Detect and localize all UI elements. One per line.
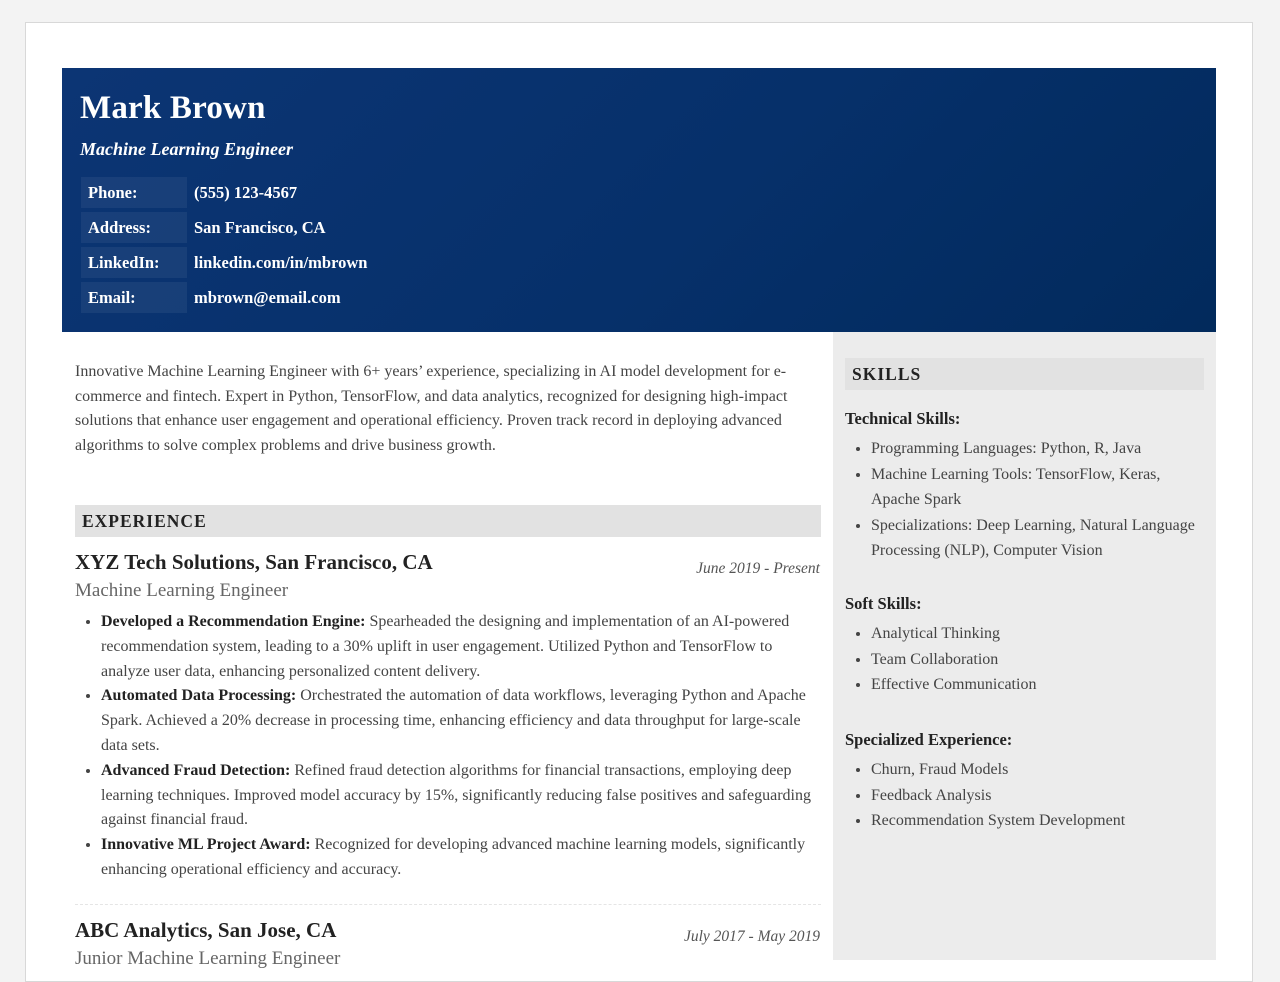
job-entry	[75, 918, 821, 970]
contact-label: Email:	[81, 282, 187, 313]
contact-label: LinkedIn:	[81, 247, 187, 278]
summary-section	[75, 360, 821, 459]
list-item	[101, 684, 821, 758]
skills-sidebar	[833, 332, 1216, 960]
list-item: • Analytical Thinking	[871, 621, 1205, 647]
list-item: • Team Collaboration	[871, 647, 1205, 673]
list-item	[101, 833, 821, 883]
contact-row-phone	[81, 177, 367, 208]
soft-skills	[845, 594, 1205, 698]
list-item: • Specializations: Deep Learning, Natural Language Processing (NLP), Computer Vision	[871, 513, 1205, 564]
skills-list	[845, 757, 1205, 834]
bullet-lead: Innovative ML Project Award:	[101, 836, 311, 854]
list-item: • Effective Communication	[871, 672, 1205, 698]
skills-group-label: Technical Skills:	[845, 409, 961, 428]
email-link[interactable]: mbrown@email.com	[194, 287, 341, 307]
contact-label: Phone:	[81, 177, 187, 208]
bullet-lead: Automated Data Processing:	[101, 687, 297, 705]
job-dates: June 2019 - Present	[696, 560, 820, 577]
address-value: San Francisco, CA	[194, 217, 326, 237]
candidate-title: Machine Learning Engineer	[80, 139, 294, 159]
bullet-text: Recognized for developing advanced machine learning models, significantly enhancing operational efficiency and accuracy.	[101, 836, 806, 878]
contact-row-email	[81, 282, 367, 313]
job-role: Machine Learning Engineer	[75, 580, 289, 601]
skills-group-label: Soft Skills:	[845, 594, 922, 613]
bullet-text: Refined fraud detection algorithms for financial transactions, employing deep learning techniques. Improved model accuracy by 15%, significantly reducing false positives and safeguarding against financial fraud.	[101, 761, 811, 829]
list-item: • Recommendation System Development	[871, 808, 1205, 834]
bullet-lead: Advanced Fraud Detection:	[101, 761, 291, 779]
list-item	[101, 759, 821, 833]
list-item: • Machine Learning Tools: TensorFlow, Keras, Apache Spark	[871, 462, 1205, 513]
skills-list	[845, 621, 1205, 698]
job-divider	[75, 904, 821, 905]
bullet-text: Spearheaded the designing and implementation of an AI-powered recommendation system, leading to a 30% uplift in user engagement. Utilized Python and TensorFlow to analyze user data, enhancing personalized content delivery.	[101, 613, 790, 680]
job-entry	[75, 550, 821, 883]
contact-table	[81, 173, 367, 317]
skills-heading: SKILLS	[845, 358, 1204, 390]
list-item	[101, 610, 821, 684]
summary-text: Innovative Machine Learning Engineer with 6+ years’ experience, specializing in AI model development for e-commerce and fintech. Expert in Python, TensorFlow, and data analytics, recognized for designing high-impact solutions that enhance user engagement and operational efficiency. Proven track record in deploying advanced algorithms to solve complex problems and drive business growth.	[75, 363, 788, 455]
technical-skills	[845, 409, 1205, 564]
bullet-lead: Developed a Recommendation Engine:	[101, 613, 366, 630]
job-dates: July 2017 - May 2019	[683, 928, 820, 945]
skills-group-label: Specialized Experience:	[845, 730, 1013, 749]
specialized-experience	[845, 730, 1205, 834]
list-item: • Churn, Fraud Models	[871, 757, 1205, 783]
contact-label: Address:	[81, 212, 187, 243]
contact-row-address	[81, 212, 367, 243]
list-item: • Programming Languages: Python, R, Java	[871, 436, 1205, 462]
candidate-name: Mark Brown	[80, 90, 266, 126]
job-bullets	[75, 610, 821, 883]
job-role: Junior Machine Learning Engineer	[75, 948, 341, 969]
list-item: • Feedback Analysis	[871, 783, 1205, 809]
contact-row-linkedin	[81, 247, 367, 278]
skills-list	[845, 436, 1205, 564]
experience-heading: EXPERIENCE	[75, 505, 821, 537]
phone-value: (555) 123-4567	[194, 182, 298, 202]
job-company: XYZ Tech Solutions, San Francisco, CA	[75, 550, 433, 574]
job-company: ABC Analytics, San Jose, CA	[75, 918, 337, 942]
linkedin-link[interactable]: linkedin.com/in/mbrown	[194, 252, 368, 272]
bullet-text: Orchestrated the automation of data workflows, leveraging Python and Apache Spark. Achieved a 20% decrease in processing time, enhancing efficiency and data throughput for large-scale data sets.	[101, 687, 806, 754]
resume-header	[62, 68, 1216, 332]
